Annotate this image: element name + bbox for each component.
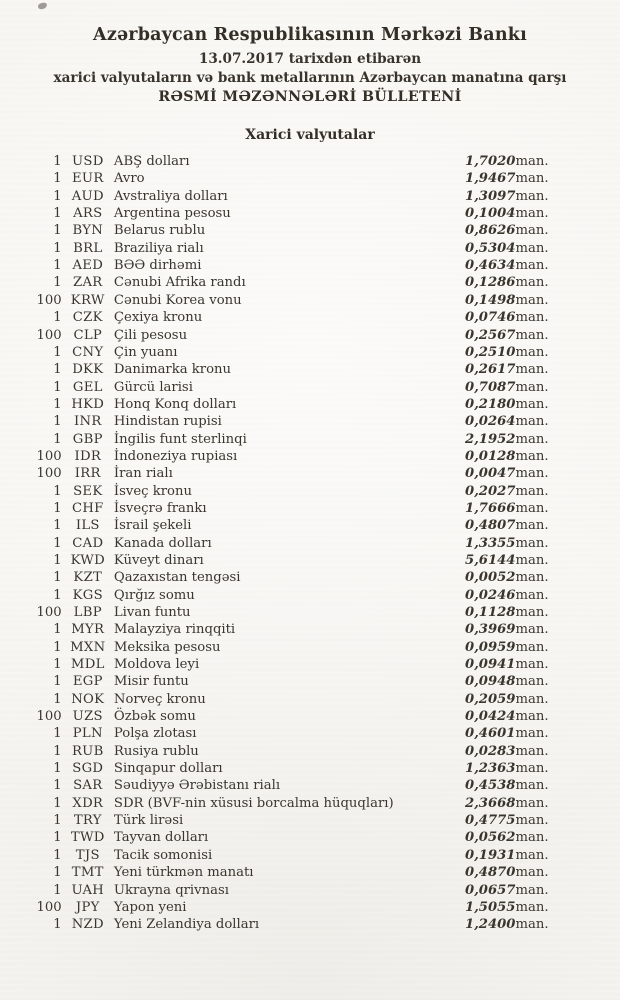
currency-code: JPY xyxy=(75,899,100,915)
qty-cell: 1 xyxy=(53,587,62,603)
rate-value: 5,6144 xyxy=(465,552,516,568)
unit-label: man. xyxy=(515,206,549,222)
rate-value: 0,0959 xyxy=(465,639,516,655)
table-row xyxy=(24,205,572,222)
table-row xyxy=(24,396,572,413)
currency-code: UZS xyxy=(72,709,103,725)
qty-cell: 100 xyxy=(36,448,62,464)
currency-code: TRY xyxy=(73,813,102,829)
table-row xyxy=(24,378,572,395)
rate-value: 0,4775 xyxy=(465,813,516,829)
table-row xyxy=(24,448,572,465)
unit-label: man. xyxy=(515,396,549,412)
rate-value: 1,2400 xyxy=(465,917,516,933)
table-row xyxy=(24,326,572,343)
table-row xyxy=(24,274,572,291)
table-row xyxy=(24,881,572,898)
currency-name: Avro xyxy=(113,171,145,187)
rate-value: 0,0657 xyxy=(465,882,516,898)
qty-cell: 100 xyxy=(36,605,62,620)
unit-label: man. xyxy=(515,414,549,430)
currency-name: SDR (BVF-nin xüsusi borcalma hüquqları) xyxy=(113,795,394,811)
rate-value: 0,1931 xyxy=(465,847,516,863)
table-row xyxy=(24,673,572,690)
currency-name: Braziliya rialı xyxy=(113,240,204,256)
currency-code: KZT xyxy=(73,570,103,586)
qty-cell: 1 xyxy=(53,865,62,881)
rate-value: 1,7020 xyxy=(465,154,516,170)
currency-code: IDR xyxy=(74,448,102,464)
currency-name: Çin yuanı xyxy=(113,344,178,360)
currency-code: DKK xyxy=(72,362,104,378)
qty-cell: 100 xyxy=(36,466,62,482)
unit-label: man. xyxy=(515,535,549,551)
bank-name: Azərbaycan Respublikasının Mərkəzi Bankı xyxy=(93,25,527,45)
rate-value: 1,3097 xyxy=(465,188,516,204)
rate-value: 0,4634 xyxy=(465,258,516,274)
currency-code: NOK xyxy=(71,691,105,707)
unit-label: man. xyxy=(515,344,549,360)
unit-label: man. xyxy=(515,431,549,447)
qty-cell: 1 xyxy=(53,396,62,412)
currency-name: Moldova leyi xyxy=(113,657,200,673)
currency-code: AUD xyxy=(71,188,104,204)
qty-cell: 1 xyxy=(53,761,62,777)
unit-label: man. xyxy=(515,570,549,586)
rate-value: 0,1128 xyxy=(465,605,516,620)
currency-code: PLN xyxy=(72,726,103,742)
unit-label: man. xyxy=(515,500,549,516)
rate-value: 0,4601 xyxy=(465,726,516,742)
rate-value: 0,2617 xyxy=(465,362,516,378)
qty-cell: 1 xyxy=(53,847,62,863)
table-row xyxy=(24,760,572,777)
table-row xyxy=(24,344,572,361)
currency-code: TWD xyxy=(70,830,105,846)
currency-code: LBP xyxy=(73,605,102,620)
currency-name: Kanada dolları xyxy=(113,535,212,551)
currency-code: UAH xyxy=(71,882,105,898)
rate-value: 0,2510 xyxy=(465,344,516,360)
qty-cell: 1 xyxy=(53,552,62,568)
qty-cell: 1 xyxy=(53,657,62,673)
qty-cell: 1 xyxy=(53,795,62,811)
currency-code: SGD xyxy=(72,761,104,777)
currency-name: İndoneziya rupiası xyxy=(113,448,238,464)
rates-body xyxy=(24,153,572,933)
currency-code: CAD xyxy=(72,535,104,551)
qty-cell: 1 xyxy=(53,726,62,742)
qty-cell: 1 xyxy=(53,882,62,898)
rate-value: 0,0246 xyxy=(465,587,516,603)
currency-name: Meksika pesosu xyxy=(113,639,221,655)
rate-value: 0,0264 xyxy=(465,414,516,430)
qty-cell: 1 xyxy=(53,362,62,378)
qty-cell: 1 xyxy=(53,240,62,256)
currency-name: Çili pesosu xyxy=(113,327,188,343)
rate-value: 1,5055 xyxy=(465,899,516,915)
unit-label: man. xyxy=(515,379,549,395)
table-row xyxy=(24,656,572,673)
currency-name: Belarus rublu xyxy=(113,223,206,239)
bulletin-title: RƏSMİ MƏZƏNNƏLƏRİ BÜLLETENİ xyxy=(158,89,462,105)
table-row xyxy=(24,621,572,638)
currency-code: USD xyxy=(71,154,104,170)
qty-cell: 1 xyxy=(53,535,62,551)
currency-name: İsveç kronu xyxy=(113,483,192,499)
qty-cell: 100 xyxy=(36,899,62,915)
currency-name: Tacik somonisi xyxy=(113,847,213,863)
unit-label: man. xyxy=(515,847,549,863)
unit-label: man. xyxy=(515,587,549,603)
currency-name: Yeni Zelandiya dolları xyxy=(113,917,260,933)
rate-value: 0,2059 xyxy=(465,691,516,707)
qty-cell: 1 xyxy=(53,483,62,499)
unit-label: man. xyxy=(515,223,549,239)
unit-label: man. xyxy=(515,448,549,464)
qty-cell: 1 xyxy=(53,778,62,794)
currency-name: Yeni türkmən manatı xyxy=(113,865,254,881)
currency-code: ILS xyxy=(75,518,100,534)
unit-label: man. xyxy=(515,639,549,655)
currency-name: Malayziya rinqqiti xyxy=(113,622,236,638)
qty-cell: 1 xyxy=(53,431,62,447)
currency-name: Sinqapur dolları xyxy=(113,761,223,777)
currency-code: AED xyxy=(72,258,104,274)
unit-label: man. xyxy=(515,830,549,846)
currency-name: Misir funtu xyxy=(113,674,189,690)
currency-code: SAR xyxy=(73,778,103,794)
table-row xyxy=(24,899,572,916)
rate-value: 0,0047 xyxy=(465,466,516,482)
qty-cell: 1 xyxy=(53,258,62,274)
currency-name: İngilis funt sterlinqi xyxy=(113,431,247,447)
rates-table xyxy=(24,153,572,933)
table-row xyxy=(24,691,572,708)
rate-value: 2,3668 xyxy=(465,795,516,811)
currency-name: BƏƏ dirhəmi xyxy=(113,258,202,274)
qty-cell: 1 xyxy=(53,639,62,655)
rate-value: 0,2567 xyxy=(465,327,516,343)
currency-name: Qırğız somu xyxy=(113,587,195,603)
unit-label: man. xyxy=(515,552,549,568)
qty-cell: 1 xyxy=(53,570,62,586)
table-row xyxy=(24,188,572,205)
rate-value: 2,1952 xyxy=(465,431,516,447)
qty-cell: 1 xyxy=(53,188,62,204)
currency-name: Küveyt dinarı xyxy=(113,552,204,568)
qty-cell: 1 xyxy=(53,379,62,395)
currency-name: Özbək somu xyxy=(113,709,196,725)
table-row xyxy=(24,916,572,933)
unit-label: man. xyxy=(515,275,549,291)
table-row xyxy=(24,170,572,187)
currency-name: Argentina pesosu xyxy=(113,206,231,222)
qty-cell: 1 xyxy=(53,206,62,222)
table-row xyxy=(24,604,572,621)
currency-code: TJS xyxy=(75,847,100,863)
unit-label: man. xyxy=(515,743,549,759)
currency-name: Hindistan rupisi xyxy=(113,414,222,430)
unit-label: man. xyxy=(515,657,549,673)
currency-code: XDR xyxy=(72,795,104,811)
rate-value: 1,2363 xyxy=(465,761,516,777)
qty-cell: 1 xyxy=(53,813,62,829)
rate-value: 0,0562 xyxy=(465,830,516,846)
unit-label: man. xyxy=(515,865,549,881)
unit-label: man. xyxy=(515,778,549,794)
currency-code: INR xyxy=(73,414,102,430)
qty-cell: 1 xyxy=(53,830,62,846)
rate-value: 0,3969 xyxy=(465,622,516,638)
currency-name: İsveçrə frankı xyxy=(113,500,207,516)
unit-label: man. xyxy=(515,362,549,378)
rate-value: 1,7666 xyxy=(465,500,516,516)
table-row xyxy=(24,725,572,742)
unit-label: man. xyxy=(515,899,549,915)
unit-label: man. xyxy=(515,466,549,482)
unit-label: man. xyxy=(515,795,549,811)
currency-name: Cənubi Afrika randı xyxy=(113,275,246,291)
table-row xyxy=(24,708,572,725)
currency-code: IRR xyxy=(74,466,101,482)
unit-label: man. xyxy=(515,154,549,170)
table-row xyxy=(24,812,572,829)
section-title: Xarici valyutalar xyxy=(245,127,375,143)
rate-value: 0,0746 xyxy=(465,310,516,326)
currency-name: Danimarka kronu xyxy=(113,362,232,378)
table-row xyxy=(24,465,572,482)
currency-code: NZD xyxy=(71,917,104,933)
unit-label: man. xyxy=(515,171,549,187)
currency-code: CNY xyxy=(72,344,104,360)
qty-cell: 100 xyxy=(36,709,62,725)
currency-name: Norveç kronu xyxy=(113,691,206,707)
unit-label: man. xyxy=(515,726,549,742)
qty-cell: 1 xyxy=(53,691,62,707)
rate-value: 1,9467 xyxy=(465,171,516,187)
qty-cell: 1 xyxy=(53,622,62,638)
currency-code: SEK xyxy=(73,483,103,499)
currency-name: Cənubi Korea vonu xyxy=(113,292,242,308)
table-row xyxy=(24,829,572,846)
table-row xyxy=(24,847,572,864)
table-row xyxy=(24,777,572,794)
currency-code: KWD xyxy=(70,552,105,568)
table-row xyxy=(24,552,572,569)
currency-name: ABŞ dolları xyxy=(113,154,190,170)
unit-label: man. xyxy=(515,483,549,499)
currency-code: EGP xyxy=(72,674,103,690)
unit-label: man. xyxy=(515,310,549,326)
unit-label: man. xyxy=(515,813,549,829)
currency-code: RUB xyxy=(71,743,104,759)
qty-cell: 1 xyxy=(53,344,62,360)
qty-cell: 1 xyxy=(53,917,62,933)
currency-code: HKD xyxy=(71,396,105,412)
unit-label: man. xyxy=(515,258,549,274)
rate-value: 0,2180 xyxy=(465,396,516,412)
unit-label: man. xyxy=(515,240,549,256)
currency-code: GEL xyxy=(72,379,103,395)
table-row xyxy=(24,240,572,257)
bulletin-header xyxy=(0,25,620,105)
table-row xyxy=(24,795,572,812)
qty-cell: 1 xyxy=(53,223,62,239)
unit-label: man. xyxy=(515,709,549,725)
rate-value: 0,4870 xyxy=(465,865,516,881)
rate-value: 0,2027 xyxy=(465,483,516,499)
rate-value: 0,4807 xyxy=(465,518,516,534)
effective-date: 13.07.2017 tarixdən etibarən xyxy=(198,51,422,67)
currency-name: Gürcü larisi xyxy=(113,379,193,395)
qty-cell: 1 xyxy=(53,500,62,516)
currency-code: MXN xyxy=(70,639,106,655)
table-row xyxy=(24,361,572,378)
rate-value: 0,0424 xyxy=(465,709,516,725)
table-row xyxy=(24,483,572,500)
table-row xyxy=(24,500,572,517)
qty-cell: 1 xyxy=(53,743,62,759)
rate-value: 0,7087 xyxy=(465,379,516,395)
rate-value: 0,5304 xyxy=(465,240,516,256)
table-row xyxy=(24,309,572,326)
currency-name: Honq Konq dolları xyxy=(113,396,237,412)
table-row xyxy=(24,535,572,552)
rate-value: 0,0948 xyxy=(465,674,516,690)
qty-cell: 100 xyxy=(36,292,62,308)
currency-code: MYR xyxy=(71,622,105,638)
bulletin-subtitle: xarici valyutaların və bank metallarının Azərbaycan manatına qarşı xyxy=(53,70,567,86)
rate-value: 0,8626 xyxy=(465,223,516,239)
unit-label: man. xyxy=(515,518,549,534)
unit-label: man. xyxy=(515,882,549,898)
currency-code: BYN xyxy=(72,223,104,239)
rate-value: 0,0052 xyxy=(465,570,516,586)
unit-label: man. xyxy=(515,188,549,204)
table-row xyxy=(24,153,572,170)
rate-value: 0,4538 xyxy=(465,778,516,794)
currency-code: TMT xyxy=(71,865,104,881)
unit-label: man. xyxy=(515,622,549,638)
rate-value: 0,0941 xyxy=(465,657,516,673)
qty-cell: 1 xyxy=(53,275,62,291)
unit-label: man. xyxy=(515,674,549,690)
currency-name: Tayvan dolları xyxy=(113,830,209,846)
currency-name: Livan funtu xyxy=(113,605,191,620)
currency-name: Polşa zlotası xyxy=(113,726,197,742)
currency-code: BRL xyxy=(73,240,103,256)
currency-code: KGS xyxy=(72,587,103,603)
currency-name: Ukrayna qrivnası xyxy=(113,882,229,898)
currency-name: Çexiya kronu xyxy=(113,310,203,326)
currency-code: CZK xyxy=(72,310,103,326)
table-row xyxy=(24,569,572,586)
unit-label: man. xyxy=(515,761,549,777)
rate-value: 0,0283 xyxy=(465,743,516,759)
currency-code: GBP xyxy=(72,431,103,447)
currency-code: KRW xyxy=(70,292,105,308)
rate-value: 0,0128 xyxy=(465,448,516,464)
rate-value: 1,3355 xyxy=(465,535,516,551)
qty-cell: 100 xyxy=(36,327,62,343)
table-row xyxy=(24,222,572,239)
qty-cell: 1 xyxy=(53,171,62,187)
table-row xyxy=(24,639,572,656)
table-row xyxy=(24,257,572,274)
currency-name: Qazaxıstan tengəsi xyxy=(113,570,241,586)
table-row xyxy=(24,864,572,881)
currency-code: ZAR xyxy=(73,275,103,291)
unit-label: man. xyxy=(515,917,549,933)
qty-cell: 1 xyxy=(53,674,62,690)
qty-cell: 1 xyxy=(53,518,62,534)
currency-name: Rusiya rublu xyxy=(113,743,199,759)
currency-name: İsrail şekeli xyxy=(113,518,192,534)
rate-value: 0,1498 xyxy=(465,292,516,308)
currency-code: ARS xyxy=(73,206,103,222)
currency-name: Türk lirəsi xyxy=(113,813,184,829)
currency-name: Avstraliya dolları xyxy=(113,188,228,204)
currency-name: İran rialı xyxy=(113,466,173,482)
currency-name: Səudiyyə Ərəbistanı rialı xyxy=(113,778,281,794)
table-row xyxy=(24,292,572,309)
unit-label: man. xyxy=(515,605,549,620)
table-row xyxy=(24,587,572,604)
rate-value: 0,1004 xyxy=(465,206,516,222)
qty-cell: 1 xyxy=(53,414,62,430)
table-row xyxy=(24,743,572,760)
qty-cell: 1 xyxy=(53,154,62,170)
currency-code: CLP xyxy=(73,327,103,343)
qty-cell: 1 xyxy=(53,310,62,326)
unit-label: man. xyxy=(515,327,549,343)
currency-code: EUR xyxy=(71,171,104,187)
currency-code: CHF xyxy=(71,500,104,516)
currency-name: Yapon yeni xyxy=(113,899,187,915)
table-row xyxy=(24,517,572,534)
table-row xyxy=(24,413,572,430)
rate-value: 0,1286 xyxy=(465,275,516,291)
currency-code: MDL xyxy=(70,657,105,673)
unit-label: man. xyxy=(515,691,549,707)
table-row xyxy=(24,431,572,448)
unit-label: man. xyxy=(515,292,549,308)
